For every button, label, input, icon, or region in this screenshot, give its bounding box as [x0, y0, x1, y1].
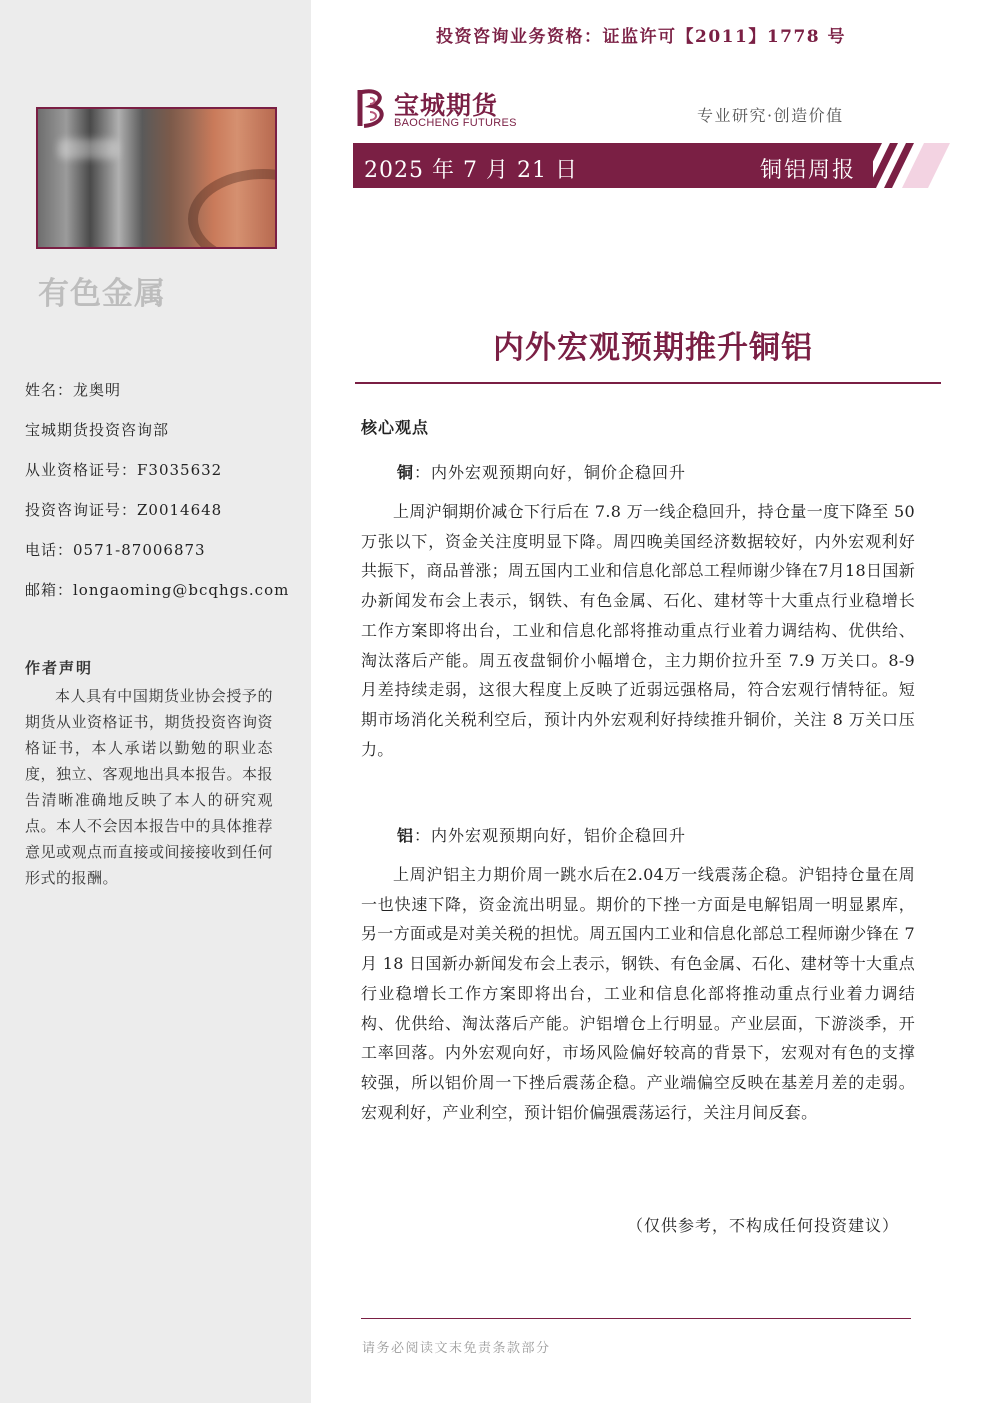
report-date: 2025 年 7 月 21 日 — [364, 158, 578, 183]
copper-headline-text: ：内外宏观预期向好，铜价企稳回升 — [414, 463, 687, 482]
author-email[interactable]: 邮箱：longaoming@bcqhgs.com — [25, 581, 290, 599]
footer-note: 请务必阅读文末免责条款部分 — [362, 1341, 551, 1356]
report-title: 内外宏观预期推升铜铝 — [493, 330, 813, 366]
logo-chinese-name: 宝城期货 — [394, 91, 499, 120]
section-core-views: 核心观点 — [361, 418, 430, 437]
banner-stripes-icon — [860, 143, 950, 188]
baocheng-logo-icon — [356, 86, 390, 130]
license-statement: 投资咨询业务资格：证监许可【2011】1778 号 — [436, 27, 847, 47]
slogan: 专业研究·创造价值 — [697, 106, 844, 125]
footer-divider — [361, 1318, 911, 1319]
title-divider — [355, 382, 941, 384]
declaration-title: 作者声明 — [25, 659, 94, 677]
author-name: 姓名：龙奥明 — [25, 381, 122, 399]
aluminum-paragraph: 上周沪铝主力期价周一跳水后在2.04万一线震荡企稳。沪铝持仓量在周一也快速下降，资金流出明显。期价的下挫一方面是电解铝周一明显累库，另一方面或是对美关税的担忧。周五国内工业和信息化部总工程师谢少锋在 7 月 18 日国新办新闻发布会上表示，钢铁、有色金属、石化、建材等十大重点行业稳增长工作方案即将出台，工业和信息化部将推动重点行业着力调结构、优供给、淘汰落后产能。沪铝增仓上行明显。产业层面，下游淡季，开工率回落。内外宏观向好，市场风险偏好较高的背景下，宏观对有色的支撑较强，所以铝价周一下挫后震荡企稳。产业端偏空反映在基差月差的走弱。宏观利好，产业利空，预计铝价偏强震荡运行，关注月间反套。 — [361, 865, 915, 1122]
declaration-body: 本人具有中国期货业协会授予的期货从业资格证书，期货投资咨询资格证书，本人承诺以勤勉的职业态度，独立、客观地出具本报告。本报告清晰准确地反映了本人的研究观点。本人不会因本报告中的具体推荐意见或观点而直接或间接接收到任何形式的报酬。 — [25, 687, 274, 887]
report-type: 铜铝周报 — [760, 158, 857, 183]
copper-paragraph: 上周沪铜期价减仓下行后在 7.8 万一线企稳回升，持仓量一度下降至 50 万张以下，资金关注度明显下降。周四晚美国经济数据较好，内外宏观利好共振下，商品普涨；周五国内工业和信息化部总工程师谢少锋在7月18日国新办新闻发布会上表示，钢铁、有色金属、石化、建材等十大重点行业稳增长工作方案即将出台，工业和信息化部将推动重点行业着力调结构、优供给、淘汰落后产能。周五夜盘铜价小幅增仓，主力期价拉升至 7.9 万关口。8-9 月差持续走弱，这很大程度上反映了近弱远强格局，符合宏观行情特征。短期市场消化关税利空后，预计内外宏观利好持续推升铜价，关注 8 万关口压力。 — [361, 502, 915, 759]
photo-coil — [188, 169, 277, 249]
aluminum-headline-text: ：内外宏观预期向好，铝价企稳回升 — [414, 826, 687, 845]
aluminum-headline — [397, 823, 686, 846]
consulting-license: 投资咨询证号：Z0014648 — [25, 501, 223, 519]
aluminum-label: 铝 — [397, 826, 415, 845]
company-logo — [356, 86, 526, 132]
investment-disclaimer: （仅供参考，不构成任何投资建议） — [627, 1216, 900, 1235]
practice-license: 从业资格证号：F3035632 — [25, 461, 223, 479]
cover-photo — [36, 107, 277, 249]
logo-english-name: BAOCHENG FUTURES — [394, 117, 517, 129]
copper-label: 铜 — [397, 463, 415, 482]
sidebar — [0, 0, 311, 1403]
photo-highlight — [58, 139, 118, 159]
category-label: 有色金属 — [38, 276, 166, 312]
author-department: 宝城期货投资咨询部 — [25, 421, 170, 439]
copper-headline — [397, 460, 686, 483]
author-phone: 电话：0571-87006873 — [25, 541, 206, 559]
